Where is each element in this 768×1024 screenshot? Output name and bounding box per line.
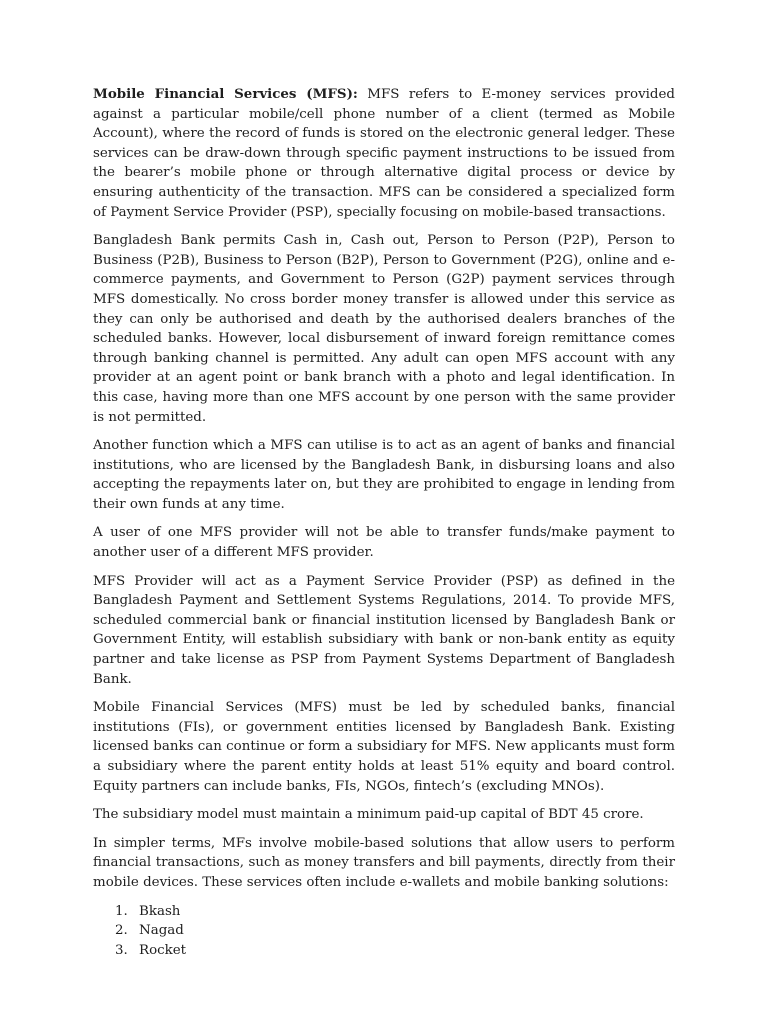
paragraph-interoperability: A user of one MFS provider will not be able to transfer funds/make payment to another user of a different MFS provider. xyxy=(93,525,675,561)
paragraph-simpler-terms: In simpler terms, MFs involve mobile-based solutions that allow users to perform financial transactions, such as money transfers and bill payments, directly from their mobile devices. These services often include e-wallets and mobile banking solutions: xyxy=(93,835,675,890)
paragraph-leadership-model: Mobile Financial Services (MFS) must be led by scheduled banks, financial institutions (FIs), or government entities licensed by Bangladesh Bank. Existing licensed banks can continue or form a subsidiary for MFS. New applicants must form a subsidiary where the parent entity holds at least 51% equity and board control. Equity partners can include banks, FIs, NGOs, fintech’s (excluding MNOs). xyxy=(93,700,675,794)
list-item xyxy=(93,921,675,941)
paragraph-agent-function: Another function which a MFS can utilise is to act as an agent of banks and financial institutions, who are licensed by the Bangladesh Bank, in disbursing loans and also accepting the repayments later on, but they are prohibited to engage in lending from their own funds at any time. xyxy=(93,438,675,512)
paragraph-permitted-services: Bangladesh Bank permits Cash in, Cash out, Person to Person (P2P), Person to Business (P2B), Business to Person (B2P), Person to Government (P2G), online and e-commerce payments, and Government to Person (G2P) payment services through MFS domestically. No cross border money transfer is allowed under this service as they can only be authorised and death by the authorised dealers branches of the scheduled banks. However, local disbursement of inward foreign remittance comes through banking channel is permitted. Any adult can open MFS account with any provider at an agent point or bank branch with a photo and legal identification. In this case, having more than one MFS account by one person with the same provider is not permitted. xyxy=(93,233,675,425)
mfs-heading: Mobile Financial Services (MFS): xyxy=(93,86,358,102)
list-item-text: Rocket xyxy=(139,942,187,958)
list-item-number: 3. xyxy=(115,942,128,958)
list-item-text: Nagad xyxy=(139,923,184,939)
mfs-provider-list xyxy=(93,902,675,961)
list-item-number: 1. xyxy=(115,903,128,919)
list-item xyxy=(93,902,675,922)
paragraph-paid-up-capital: The subsidiary model must maintain a minimum paid-up capital of BDT 45 crore. xyxy=(93,807,644,823)
list-item-number: 2. xyxy=(115,923,128,939)
list-item xyxy=(93,941,675,961)
paragraph-mfs-definition xyxy=(93,85,675,222)
list-item-text: Bkash xyxy=(139,903,181,919)
document-page xyxy=(93,85,675,960)
paragraph-psp-licensing: MFS Provider will act as a Payment Service Provider (PSP) as defined in the Bangladesh Payment and Settlement Systems Regulations, 2014. To provide MFS, scheduled commercial bank or financial institution licensed by Bangladesh Bank or Government Entity, will establish subsidiary with bank or non-bank entity as equity partner and take license as PSP from Payment Systems Department of Bangladesh Bank. xyxy=(93,573,675,687)
mfs-definition-text: MFS refers to E-money services provided against a particular mobile/cell phone number of a client (termed as Mobile Account), where the record of funds is stored on the electronic general ledger. These services can be draw-down through specific payment instructions to be issued from the bearer’s mobile phone or through alternative digital process or device by ensuring authenticity of the transaction. MFS can be considered a specialized form of Payment Service Provider (PSP), specially focusing on mobile-based transactions. xyxy=(93,87,675,220)
